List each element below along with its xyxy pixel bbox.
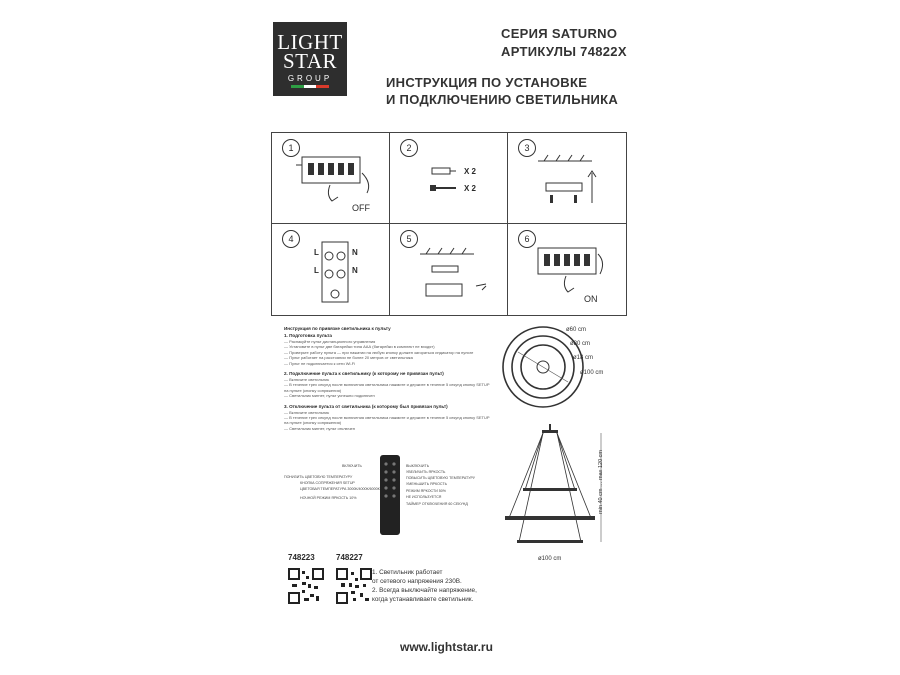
- lamp-top-view: [498, 322, 588, 412]
- on-label: ON: [584, 294, 598, 304]
- installation-steps-grid: [271, 132, 627, 316]
- safety-notes: 1. Светильник работает от сетевого напряжения 230В. 2. Всегда выключайте напряжение, когда устанавливаете светильник.: [372, 569, 477, 603]
- step-3: 3: [508, 133, 626, 224]
- instruction-title-1: ИНСТРУКЦИЯ ПО УСТАНОВКЕ: [386, 75, 588, 90]
- canopy-mount-illustration: [390, 224, 508, 315]
- pairing-instructions: Инструкция по привязке светильника к пульту 1. Подготовка пульта — Распакуйте пульт дистанционного управления — Установите в пульт две батарейки типа ААА (батарейки в комплект не входят) — Проверьте работу пульта — при нажатии на любую кнопку должен загораться индикатор на пульте — Пульт работает на расстоянии не более 20 метров от светильника — Пульт не подключается к сети Wi-Fi 2. Подключение пульта к светильнику (к которому не привязан пульт) — Включите светильник — В течение трех секунд после включения светильника нажмите и держите в течение 5 секунд кнопку SETUP на пульте (кнопку сопряжения) — Светильник мигнет, пульт успешно подключен 3. Отключение пульта от светильника (к которому был привязан пульт) — Включите светильник — В течение трех секунд после включения светильника нажмите и держите в течение 5 секунд кнопку SETUP на пульте (кнопку сопряжения) — Светильник мигнет, пульт отключен: [284, 326, 490, 431]
- breaker-off-illustration: [272, 133, 390, 224]
- series-title: СЕРИЯ SATURNO: [501, 26, 618, 41]
- qr-code-748227: [336, 568, 372, 604]
- qr-code-748223: [288, 568, 324, 604]
- lightstar-logo: LIGHT STAR GROUP: [273, 22, 347, 96]
- step-6: 6 ON: [508, 224, 626, 315]
- step-5: 5: [390, 224, 508, 315]
- remote-control: [380, 455, 400, 535]
- remote-buttons: [380, 455, 400, 535]
- breaker-on-illustration: [508, 224, 626, 315]
- terminal-wiring-illustration: [272, 224, 390, 315]
- lamp-side-view: [495, 422, 605, 552]
- step-4: 4 L N L N: [272, 224, 390, 315]
- italian-flag-icon: [291, 85, 329, 88]
- step-2: 2 X 2 X 2: [390, 133, 508, 224]
- step-1: 1 OFF: [272, 133, 390, 224]
- dowels-screws-illustration: [390, 133, 508, 224]
- off-label: OFF: [352, 203, 370, 213]
- bracket-mount-illustration: [508, 133, 626, 224]
- website-link[interactable]: www.lightstar.ru: [400, 640, 493, 654]
- articles-title: АРТИКУЛЫ 74822X: [501, 44, 627, 59]
- instruction-title-2: И ПОДКЛЮЧЕНИЮ СВЕТИЛЬНИКА: [386, 92, 619, 107]
